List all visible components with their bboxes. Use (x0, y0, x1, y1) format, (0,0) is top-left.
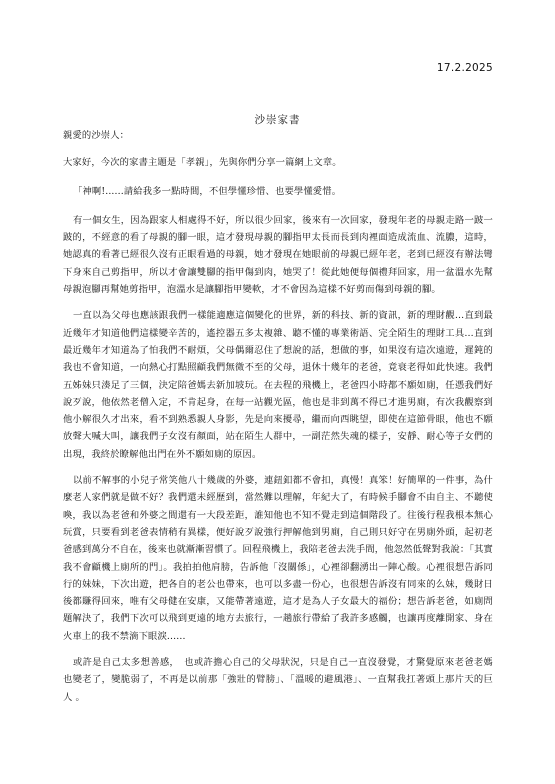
salutation: 親愛的沙崇人： (63, 130, 130, 141)
letter-title: 沙崇家書 (254, 114, 301, 126)
intro-paragraph: 大家好，今次的家書主題是「孝親」，先與你們分享一篇網上文章。 (63, 157, 342, 169)
body-paragraph-1: 有一個女生，因為跟家人相處得不好，所以很少回家，後來有一次回家，發現年老的母親走路一跛一跛的，不經意的看了母親的腳一眼，這才發現母親的腳指甲太長而長到肉裡面造成流血、流膿，這時，她認真的看著已經很久沒有正眼看過的母親，她才發現在她眼前的母親已經年老，老到已經沒有辦法彎下身來自己剪指甲，所以才會讓雙腳的指甲傷到肉，她哭了！從此她便每個禮拜回家，用一盆溫水先幫母親泡腳再幫她剪指甲，泡溫水是讓腳指甲變軟，才不會因為這樣不好剪而傷到母親的腳。 (63, 214, 493, 296)
letter-body (63, 127, 493, 715)
letter-date: 17.2.2025 (436, 62, 493, 74)
body-paragraph-2: 一直以為父母也應該跟我們一樣能適應這個變化的世界，新的科技、新的資訊，新的理財觀…直到最近幾年才知道他們這樣變辛苦的，遙控器五多太複雜、聽不懂的專業術語、完全陌生的理財工具…直到最近幾年才知道為了怕我們不耐煩，父母偶爾忍住了想說的話，想做的事，如果沒有這次遠遊，遲鈍的我也不會知道，一向熱心打點照顧我們無微不至的父母，退休十幾年的老爸，竟衰老得如此快速。我們五姊妹只湊足了三個，決定陪爸媽去新加坡玩。在去程的飛機上，老爸四小時都不願如廁，任憑我們好說歹說，他依然老僧入定，不肯起身，在每一站觀光區，他也是非到萬不得已才進男廁，有次我觀察到他小解很久才出來，看不到熟悉親人身影，先是向來擾尋，繼而向西眺望，即使在這節骨眼，他也不願放聲大喊大叫，讓我們子女沒有顏面，站在陌生人群中，一副茫然失魂的樣子，安靜、耐心等子女們的出現，我終於瞭解他出門在外不願如廁的原因。 (63, 310, 493, 460)
quote-line: 「神啊!......請給我多一點時間，不但學懂珍惜、也要學懂愛惜。 (73, 185, 342, 197)
body-paragraph-4: 或許是自己太多想善感， 也或許擔心自己的父母狀況，只是自己一直沒發覺，才驚覺原來老爸老媽也變老了，變脆弱了，不再是以前那「強壯的臂膀」、「溫暖的避風港」、一直幫我扛著頭上那片天的巨人 。 (63, 657, 493, 703)
body-paragraph-3: 以前不解事的小兒子常笑他八十幾歲的外婆，連鈕釦都不會扣，真慢！真笨！好簡單的一件事，為什麼老人家們就是做不好？我們還未經歷到，當然難以理解，年紀大了，有時候手腳會不由自主、不聽使喚，我以為老爸和外婆之間還有一大段差距，誰知他也不知不覺走到這個階段了。往後行程我根本無心玩賞，只要看到老爸表情稍有異樣，便好說歹說強行押解他到男廁，自己則只好守在男廁外頭，起初老爸感到萬分不自在，後來也就漸漸習慣了。回程飛機上，我陪老爸去洗手間，他忽然低聲對我說：「其實我不會顧機上廁所的門」。我拍拍他肩膀，告訴他「沒關係」，心裡卻翻湧出一陣心酸。心裡很想告訴同行的妹妹，下次出遊，把各自的老公也帶來，也可以多盡一份心，也很想告訴沒有同來的么妹，幾財日後都賺得回來，唯有父母健在安康，又能帶著遠遊，這才是為人子女最大的福份；想告訴老爸，如廁問題解決了，我們下次可以飛到更遠的地方去旅行，一趟旅行帶給了我許多感觸，也讓再度離開家、身在火車上的我不禁滴下眼淚...... (63, 475, 493, 642)
